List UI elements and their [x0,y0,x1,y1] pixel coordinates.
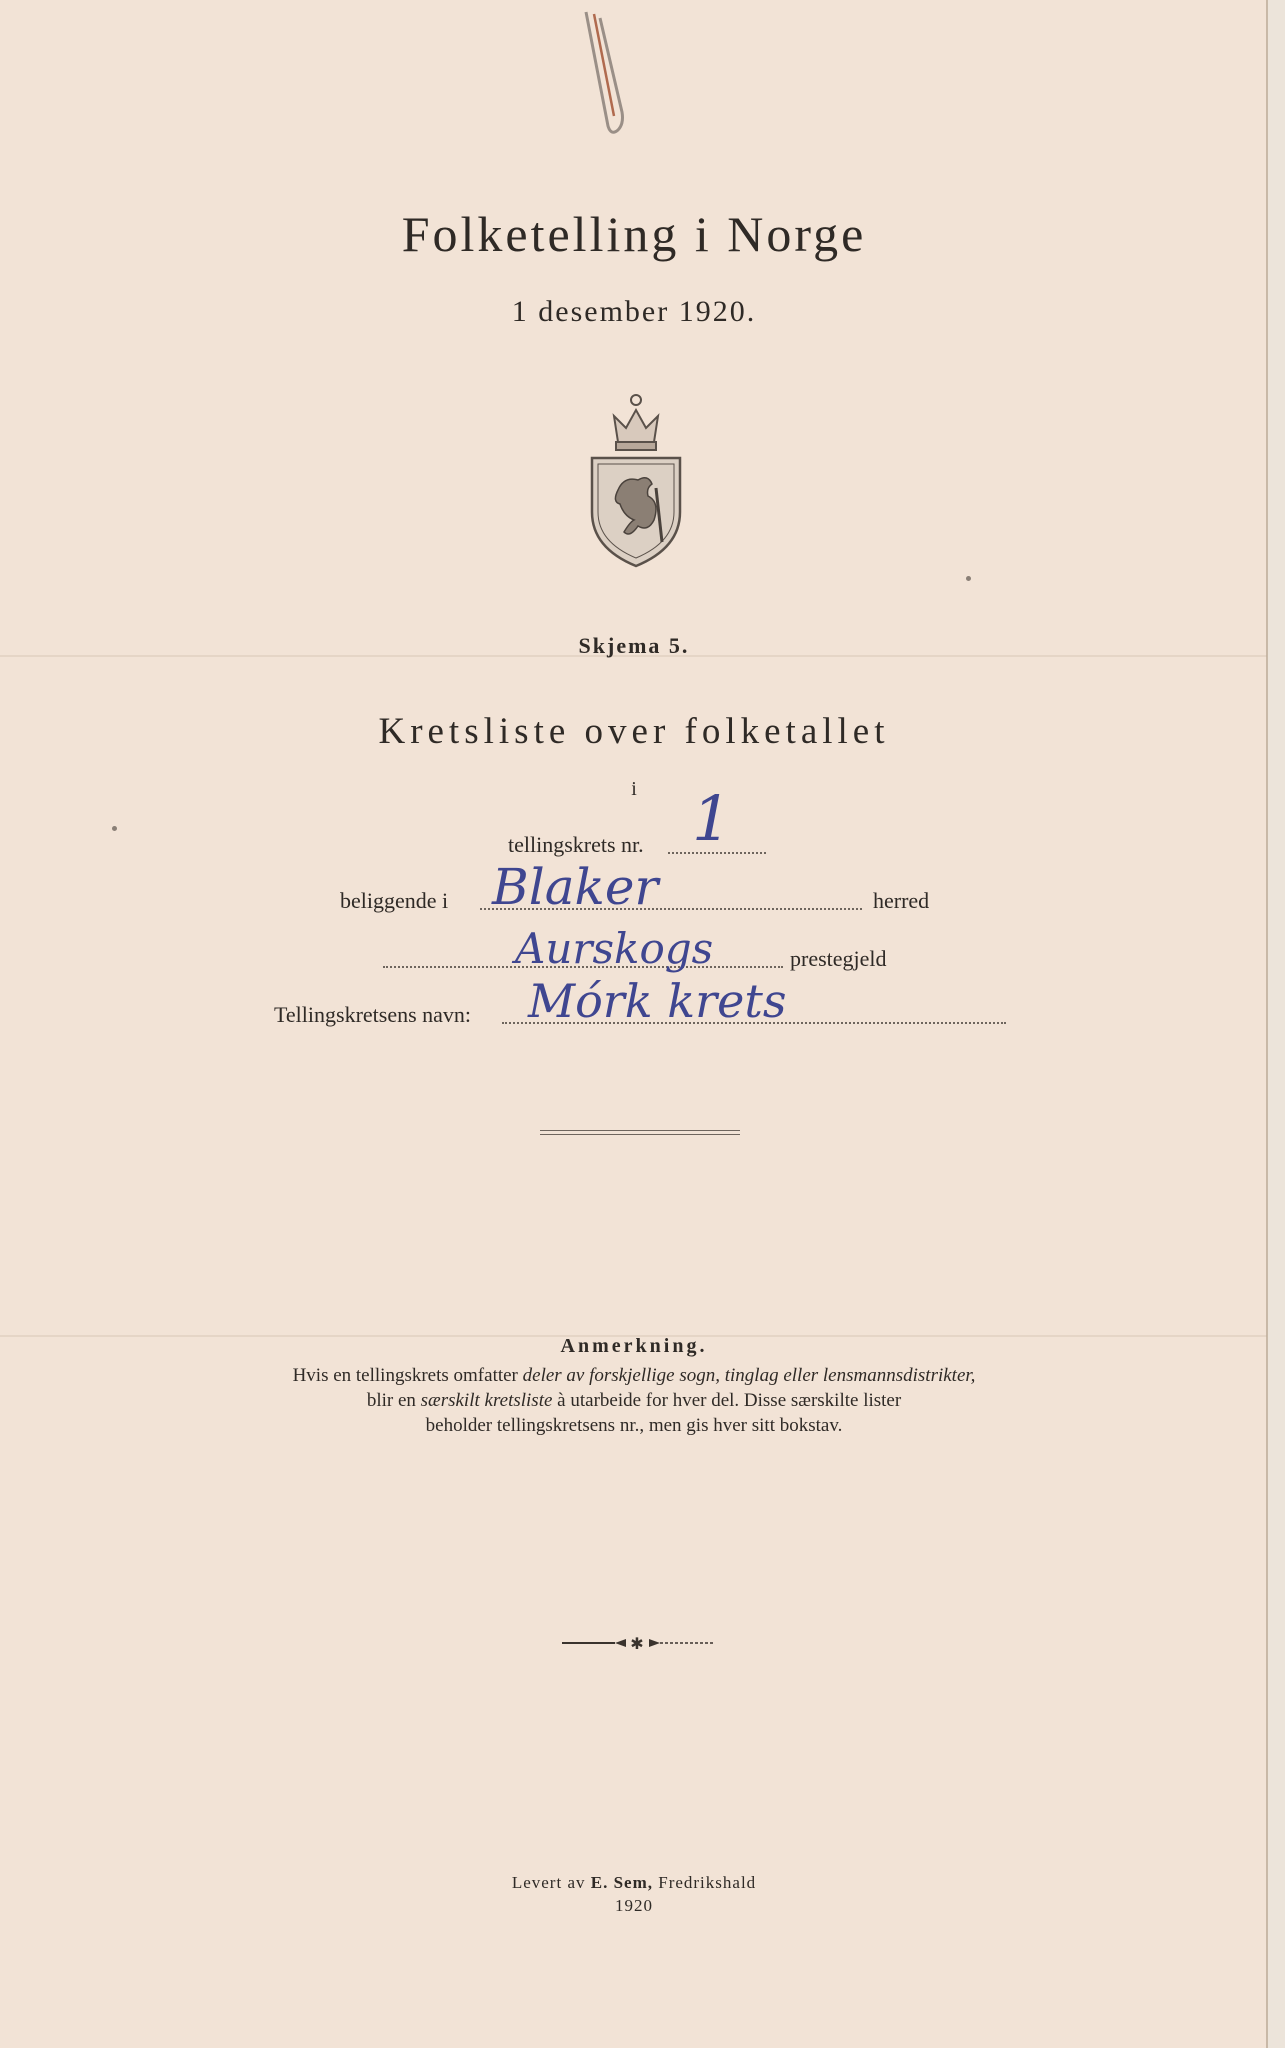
kretsnavn-value: Mórk krets [528,974,787,1028]
note-line-1-emphasis: deler av forskjellige sogn, tinglag eller lensmannsdistrikter, [522,1365,976,1386]
paperclip-icon [578,8,636,138]
form-heading: Kretsliste over folketallet [378,711,890,752]
note-line-2 [150,1389,1118,1413]
prestegjeld-label: prestegjeld [790,946,887,971]
beliggende-value: Blaker [492,858,659,916]
census-date: 1 desember 1920. [511,295,757,328]
divider-rule-top [540,1130,740,1131]
tellingskrets-label: tellingskrets nr. [508,832,644,857]
printer-place: Fredrikshald [652,1873,757,1892]
beliggende-label: beliggende i [340,888,449,913]
schema-label: Skjema 5. [578,633,690,658]
printer-credit-prefix: Levert av [511,1873,591,1892]
kretsnavn-label: Tellingskretsens navn: [274,1002,472,1027]
divider-rule-bottom [540,1134,740,1135]
svg-text:✱: ✱ [630,1634,644,1653]
page-edge-strip [1267,0,1285,2048]
coat-of-arms-icon [588,392,684,568]
star-ornament-icon [560,1633,715,1653]
note-line-1-text: Hvis en tellingskrets omfatter [292,1365,523,1386]
printer-name: E. Sem, [590,1873,653,1892]
page-title: Folketelling i Norge [401,206,867,262]
printer-credit [0,1873,1268,1893]
herred-label: herred [873,888,930,913]
printer-year: 1920 [615,1896,653,1915]
note-line-3: beholder tellingskretsens nr., men gis hver sitt bokstav. [425,1415,843,1436]
note-line-2-text-a: blir en [366,1390,421,1411]
note-heading: Anmerkning. [560,1335,708,1357]
tellingskrets-value: 1 [692,782,732,855]
paper-speck [112,826,117,831]
paper-speck [966,576,971,581]
connector-i: i [631,778,637,800]
note-line-2-emphasis: særskilt kretsliste [420,1390,553,1411]
note-line-1 [150,1364,1118,1388]
prestegjeld-value: Aurskogs [515,924,714,973]
note-line-2-text-c: à utarbeide for hver del. Disse særskilte lister [552,1390,902,1411]
